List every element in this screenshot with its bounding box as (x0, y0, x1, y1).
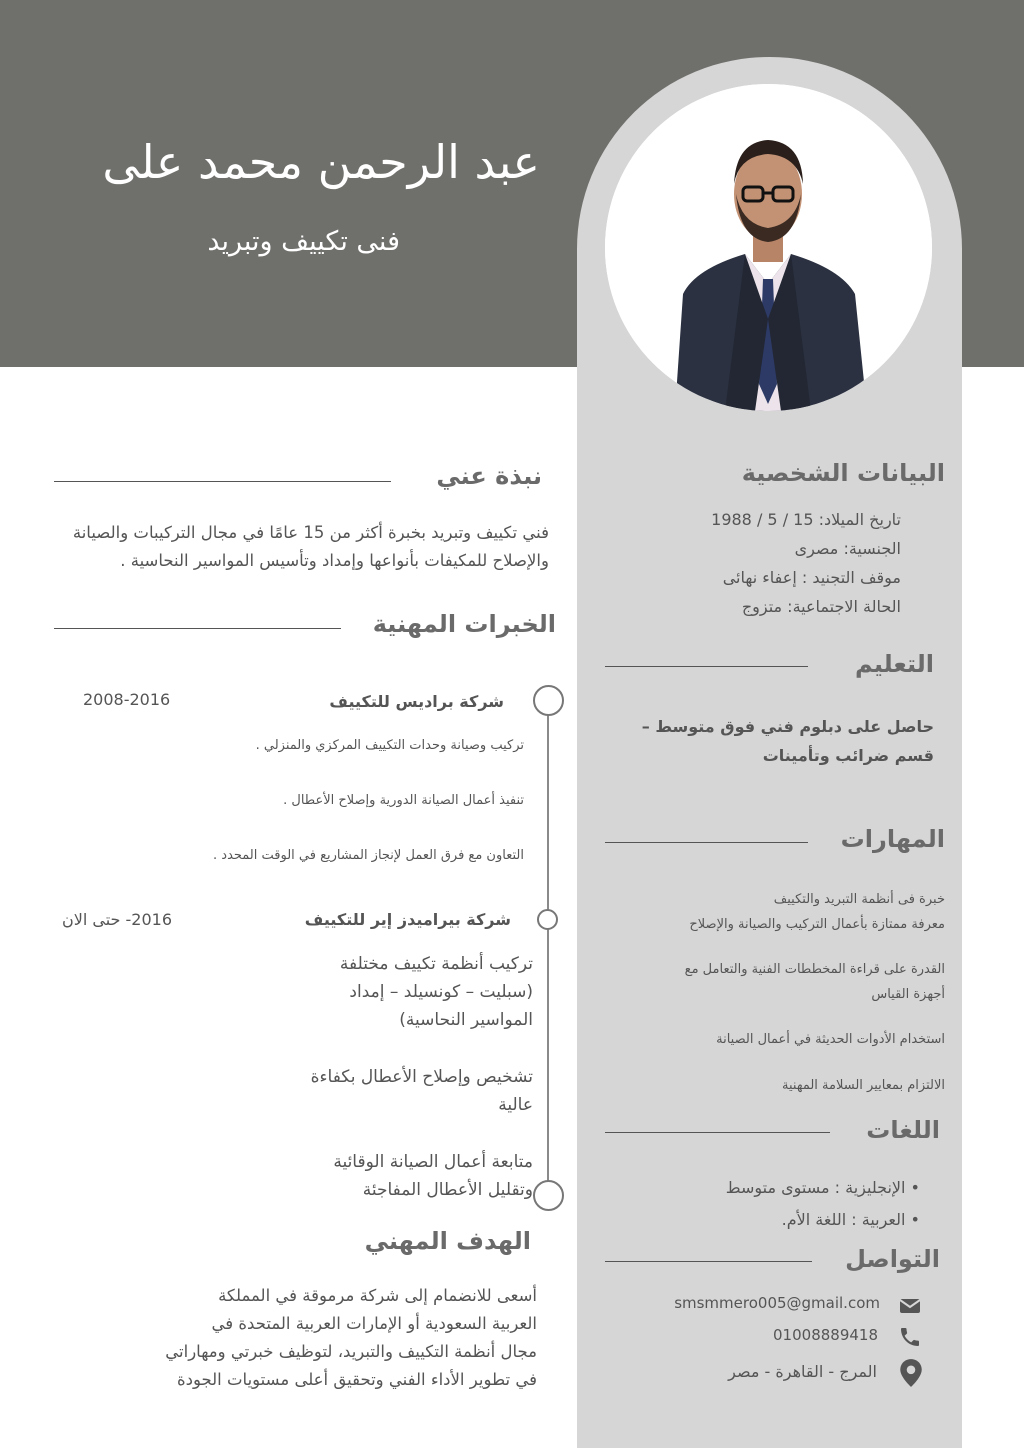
personal-info-line: موقف التجنيد : إعفاء نهائى (722, 568, 901, 587)
language-item: • العربية : اللغة الأم. (781, 1210, 920, 1229)
job-duty: التعاون مع فرق العمل لإنجاز المشاريع في الوقت المحدد . (213, 848, 524, 863)
job-duty-line: المواسير النحاسية) (399, 1010, 533, 1030)
personal-info (640, 505, 901, 621)
objective-line: أسعى للانضمام إلى شركة مرموقة في المملكة (218, 1286, 537, 1305)
job-duty (290, 1148, 533, 1204)
location-pin-icon (898, 1358, 924, 1388)
personal-info-line: الحالة الاجتماعية: متزوج (741, 597, 901, 616)
job-duty-line: عالية (498, 1095, 533, 1115)
job-duty-line: تشخيص وإصلاح الأعطال بكفاءة (310, 1067, 533, 1087)
personal-info-heading: البيانات الشخصية (741, 459, 945, 487)
job-period: 2008-2016 (83, 690, 171, 709)
experience-divider (54, 628, 341, 629)
job-company: شركة براديس للتكييف (329, 692, 504, 711)
job-company: شركة بيراميدز إير للتكييف (304, 910, 511, 929)
phone-icon (898, 1325, 922, 1349)
skill-line: القدرة على قراءة المخططات الفنية والتعامل مع (684, 962, 945, 977)
email-icon (898, 1294, 922, 1318)
personal-info-line: الجنسية: مصرى (794, 539, 901, 558)
languages-heading: اللغات (866, 1116, 940, 1144)
languages-divider (605, 1132, 830, 1133)
timeline-dot (533, 1180, 564, 1211)
timeline-line (547, 700, 549, 1196)
skill-line: أجهزة القياس (871, 987, 945, 1002)
education-line: قسم ضرائب وتأمينات (762, 746, 934, 765)
language-item: • الإنجليزية : مستوى متوسط (725, 1178, 920, 1197)
contact-phone[interactable]: 01008889418 (773, 1326, 878, 1344)
job-duty-line: وتقليل الأعطال المفاجئة (362, 1180, 533, 1200)
job-duty-line: (سبليت – كونسيلد – إمداد (349, 982, 533, 1002)
about-line: فني تكييف وتبريد بخبرة أكثر من 15 عامًا في مجال التركيبات والصيانة (72, 523, 549, 542)
skill-item (610, 957, 945, 1007)
skill-item: استخدام الأدوات الحديثة في أعمال الصيانة (716, 1032, 945, 1047)
about-heading: نبذة عني (436, 462, 542, 490)
skill-item: الالتزام بمعايير السلامة المهنية (782, 1078, 945, 1093)
objective-line: في تطوير الأداء الفني وتحقيق أعلى مستويات الجودة (176, 1370, 537, 1389)
job-duty: تنفيذ أعمال الصيانة الدورية وإصلاح الأعطال . (283, 793, 524, 808)
objective-line: العربية السعودية أو الإمارات العربية المتحدة في (211, 1314, 537, 1333)
about-text (40, 519, 549, 575)
skill-line: معرفة ممتازة بأعمال التركيب والصيانة والإصلاح (689, 917, 945, 932)
objective-text (100, 1282, 537, 1394)
job-duty (290, 950, 533, 1034)
contact-email[interactable]: smsmmero005@gmail.com (674, 1294, 880, 1312)
about-line: والإصلاح للمكيفات بأنواعها وإمداد وتأسيس المواسير النحاسية . (120, 551, 549, 570)
profile-photo (605, 84, 932, 411)
objective-heading: الهدف المهني (364, 1227, 531, 1255)
experience-heading: الخبرات المهنية (372, 610, 556, 638)
skills-divider (605, 842, 808, 843)
education-divider (605, 666, 808, 667)
languages-list (640, 1172, 920, 1236)
education-text (620, 712, 934, 770)
education-heading: التعليم (855, 650, 934, 678)
language-label: العربية : اللغة الأم. (781, 1210, 906, 1229)
timeline-dot (533, 685, 564, 716)
contact-address: المرج - القاهرة - مصر (728, 1362, 877, 1381)
about-divider (54, 481, 391, 482)
skills-heading: المهارات (840, 825, 945, 853)
person-silhouette-icon (605, 84, 932, 411)
job-duty-line: متابعة أعمال الصيانة الوقائية (333, 1152, 533, 1172)
job-duty: تركيب وصيانة وحدات التكييف المركزي والمنزلي . (255, 738, 524, 753)
skill-item (610, 887, 945, 937)
contact-heading: التواصل (845, 1245, 940, 1273)
contact-divider (605, 1261, 812, 1262)
job-duty (290, 1063, 533, 1119)
objective-line: مجال أنظمة التكييف والتبريد، لتوظيف خبرتي ومهاراتي (165, 1342, 537, 1361)
person-name: عبد الرحمن محمد على (102, 135, 540, 189)
language-label: الإنجليزية : مستوى متوسط (725, 1178, 906, 1197)
skill-line: خبرة فى أنظمة التبريد والتكييف (773, 892, 945, 907)
job-title: فنى تكييف وتبريد (207, 226, 400, 257)
job-period: 2016- حتى الان (61, 910, 172, 929)
education-line: حاصل على دبلوم فني فوق متوسط – (641, 717, 934, 736)
job-duty-line: تركيب أنظمة تكييف مختلفة (339, 954, 533, 974)
personal-info-line: تاريخ الميلاد: 15 / 5 / 1988 (711, 510, 901, 529)
timeline-dot (537, 909, 558, 930)
